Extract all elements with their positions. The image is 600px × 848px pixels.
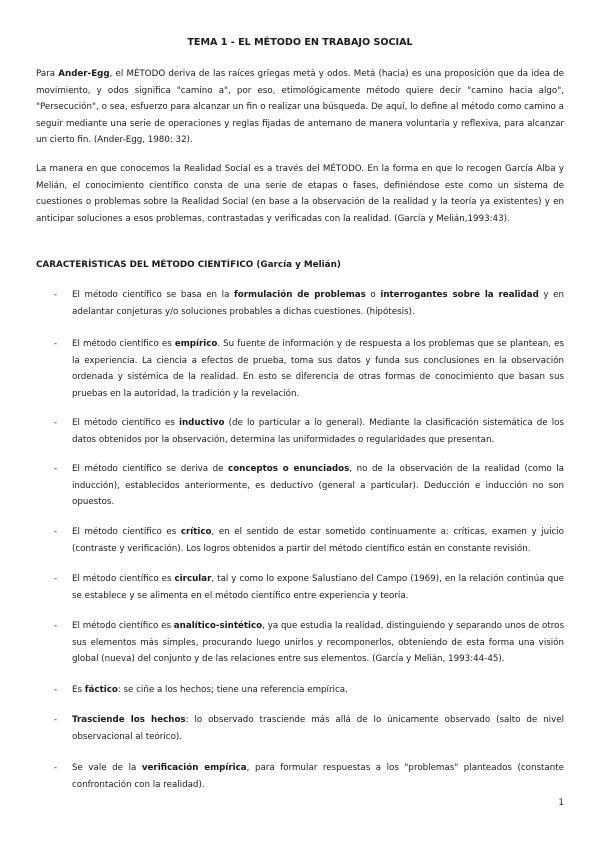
text-run: El método científico es [72,339,175,349]
bullet-dash: - [54,763,58,773]
list-item-text [72,524,564,557]
bold-term: fáctico [84,685,118,695]
text-run: El método científico es [72,527,181,537]
text-run: , en el sentido de estar sometido continuamente a: críticas, examen y juicio (contraste y verificación). Los logros obtenidos a partir del método científico están en constante revisión. [72,527,564,554]
text-run: El método científico es [72,574,175,584]
bullet-dash: - [54,464,58,474]
list-item-text [72,571,564,604]
bold-term: verificación empírica [141,763,247,773]
text-run: y en adelantar conjeturas y/o soluciones probables a dichas cuestiones. (hipótesis). [72,290,565,317]
text-run: , para formular respuestas a los "problemas" planteados (constante confrontación con la realidad). [72,763,564,790]
bold-term: crítico [180,527,212,537]
bold-term: analítico-sintético [173,621,263,631]
bullet-dash: - [54,685,58,695]
bullet-dash: - [54,527,58,537]
text-run: Para [36,69,59,79]
text-run: . Su fuente de información y de respuesta a los problemas que se plantean, es la experiencia. La ciencia a efectos de prueba, toma sus datos y funda sus conclusiones en la observación ordenada y sistémica de la realidad. En esto se diferencia de otras formas de conocimiento que basan sus pruebas en la autoridad, la tradición y la revelación. [72,339,564,399]
bold-term: formulación de problemas [233,290,366,300]
text-run: Es [72,685,85,695]
bold-term: circular [174,574,212,584]
text-run: El método científico es [72,418,179,428]
intro-paragraph-2 [36,161,564,227]
text-run: , ya que estudia la realidad, distinguiendo y separando unos de otros sus elementos más simples, procurando luego unirlos y recomponerlos, obteniendo de esta forma una visión global (nueva) del conjunto y de las relaciones entre sus elementos. (García y Melián, 1993:44-45). [72,621,564,665]
text-run: , tal y como lo expone Salustiano del Campo (1969), en la relación continúa que se establece y se alimenta en el método científico entre experiencia y teoría. [72,574,564,601]
intro-paragraph-1 [36,66,564,149]
bullet-dash: - [54,290,58,300]
text-run: : lo observado trasciende más allá de lo únicamente observado (salto de nivel observacional al teórico). [72,715,564,742]
text-run: El método científico es [72,621,174,631]
text-run: , no de la observación de la realidad (como la inducción), establecidos anteriormente, es deductivo (general a particular). Deducción e inducción no son opuestos. [72,464,565,508]
bold-term: inductivo [179,418,225,428]
text-run: El método científico se basa en la [72,290,234,300]
text-run: Se vale de la [72,763,142,773]
bullet-dash: - [54,339,58,349]
list-item-text [72,712,564,745]
text-run: La manera en que conocemos la Realidad Social es a través del MÉTODO. En la forma en que lo recogen García Alba y Melián, el conocimiento científico consta de una serie de etapas o fases, definiéndose este como un sistema de cuestiones o problemas sobre la Realidad Social (en base a la observación de la realidad y la teoría ya existentes) y en anticipar soluciones a esos problemas, contrastadas y verificadas con la realidad. (García y Melián,1993:43). [36,164,564,224]
bullet-dash: - [54,715,58,725]
text-run: El método científico se deriva de [72,464,229,474]
bold-term: Ander-Egg [58,69,110,79]
list-item-text [72,287,564,320]
bullet-dash: - [54,418,58,428]
text-run: (de lo particular a lo general). Mediante la clasificación sistemática de los datos obtenidos por la observación, determina las uniformidades o regularidades que presentan. [72,418,564,445]
text-run: , el MÉTODO deriva de las raíces griegas metá y odos. Metá (hacia) es una proposición que da idea de movimiento, y odos significa "camino a", por eso, etimológicamente método quiere decir "camino hacia algo", "Persecución", o sea, esfuerzo para alcanzar un fin o realizar una búsqueda. De aquí, lo define al método como camino a seguir mediante una serie de operaciones y reglas fijadas de antemano de manera voluntaria y reflexiva, para alcanzar un cierto fin. (Ander-Egg, 1980: 32). [36,69,564,146]
text-run: o [365,290,381,300]
bold-term: interrogantes sobre la realidad [380,290,539,300]
bold-term: conceptos o enunciados [228,464,350,474]
page-number: 1 [558,798,564,808]
list-item-text [72,336,564,402]
bold-term: Trasciende los hechos [72,715,186,725]
document-title: TEMA 1 - EL MÉTODO EN TRABAJO SOCIAL [187,37,413,48]
bullet-dash: - [54,621,58,631]
bold-term: empírico [174,339,218,349]
list-item-text [72,760,564,793]
list-item-text [72,682,564,699]
bullet-dash: - [54,574,58,584]
list-item-text [72,618,564,668]
section-title: CARACTERÍSTICAS DEL MÉTODO CIENTÍFICO (García y Melián) [36,260,341,270]
list-item-text [72,461,564,511]
list-item-text [72,415,564,448]
text-run: : se ciñe a los hechos; tiene una referencia empírica. [117,685,348,695]
